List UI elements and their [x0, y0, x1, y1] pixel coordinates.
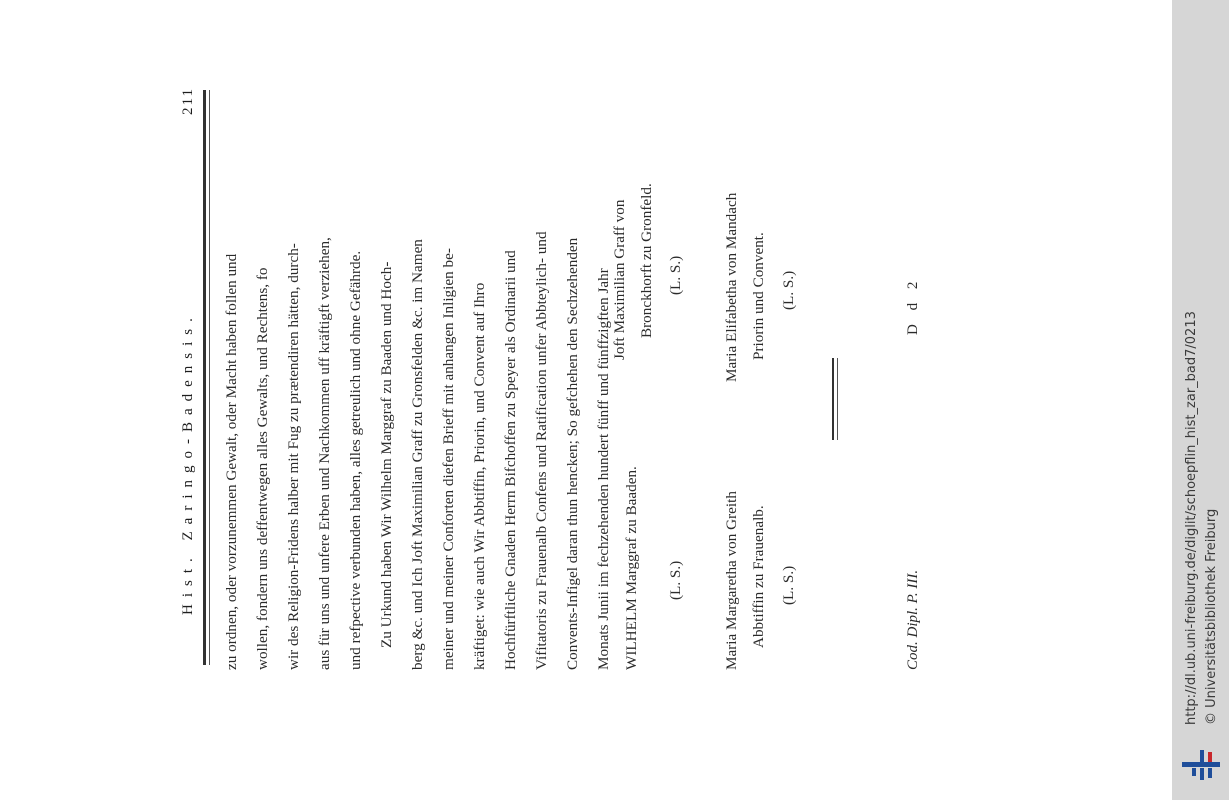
body-line: berg &c. und Ich Joft Maximilian Graff zu Gronsfelden &c. im Namen	[409, 239, 426, 670]
seal-ls	[775, 566, 802, 605]
body-line: wollen, fondern uns deffentwegen alles Gewalts, und Rechtens, fo	[254, 267, 271, 670]
running-head-title: Hist. Zaringo-Badensis.	[180, 311, 196, 615]
signature-line: Maria Margaretha von Greith	[723, 491, 740, 670]
signature-line: Abbtiffin zu Frauenalb.	[750, 505, 767, 648]
body-line: kräftiget: wie auch Wir Abbtiffin, Priorin, und Convent auf Ihro	[471, 282, 488, 670]
signature-line: Maria Elifabetha von Mandach	[723, 192, 740, 382]
seal-ls	[662, 561, 689, 600]
section-rule-thin	[837, 358, 838, 440]
body-line: aus für uns und unfere Erben und Nachkommen uff kräftigft verziehen,	[316, 237, 333, 670]
signature-jost	[606, 183, 660, 360]
body-line: Convents-Infigel daran thun hencken; So gefchehen den Sechzehenden	[564, 237, 581, 670]
seal-text: (L. S.)	[667, 560, 684, 600]
running-head	[162, 87, 202, 705]
seal-text: (L. S.)	[780, 270, 797, 310]
seal-text: (L. S.)	[780, 565, 797, 605]
signature-mark: D d 2	[905, 276, 921, 335]
signature-line: Bronckhorft zu Gronfeld.	[638, 183, 655, 338]
page-number: 211	[180, 87, 196, 115]
body-line: und refpective verbunden haben, alles getreulich und ohne Gefährde.	[347, 250, 364, 670]
signature-prioress	[718, 193, 772, 382]
sidebar-strip	[1172, 0, 1229, 800]
footer-source: Cod. Dipl. P. III.	[905, 569, 921, 670]
signature-abbess	[718, 491, 772, 670]
source-url-link[interactable]: http://dl.ub.uni-freiburg.de/diglit/schoepflin_hist_zar_bad7/0213	[1184, 311, 1199, 725]
body-text	[216, 85, 619, 670]
seal-ls	[662, 256, 689, 295]
body-line: wir des Religion-Fridens halber mit Fug zu prætendiren hätten, durch-	[285, 243, 302, 670]
copyright-credit: © Universitätsbibliothek Freiburg	[1204, 508, 1219, 725]
body-line: Hochfürftliche Gnaden Herrn Bifchoffen zu Speyer als Ordinarii und	[502, 250, 519, 670]
body-line: Vifitatoris zu Frauenalb Confens und Ratification unfer Abbteylich- und	[533, 231, 550, 670]
header-rule	[203, 90, 206, 665]
body-line: Zu Urkund haben Wir Wilhelm Marggraf zu Baaden und Hoch-	[378, 261, 395, 648]
header-rule-thin	[209, 90, 210, 665]
signature-line: WILHELM Marggraf zu Baaden.	[623, 466, 640, 670]
signature-line: Priorin und Convent.	[750, 232, 767, 360]
library-logo-icon	[1180, 748, 1222, 782]
body-line: zu ordnen, oder vorzunemmen Gewalt, oder Macht haben follen und	[223, 253, 240, 670]
body-line: Monats Junii im fechzehenden hundert fünff und fünffzigften Jahr	[595, 268, 612, 670]
section-rule	[832, 358, 834, 440]
signature-line: Joft Maximilian Graff von	[611, 199, 628, 360]
seal-ls	[775, 271, 802, 310]
seal-text: (L. S.)	[667, 255, 684, 295]
sidebar-text	[1172, 0, 1229, 740]
signature-wilhelm	[618, 466, 645, 670]
body-line: meiner und meiner Conforten diefen Brieff mit anhangen Inligien be-	[440, 248, 457, 670]
